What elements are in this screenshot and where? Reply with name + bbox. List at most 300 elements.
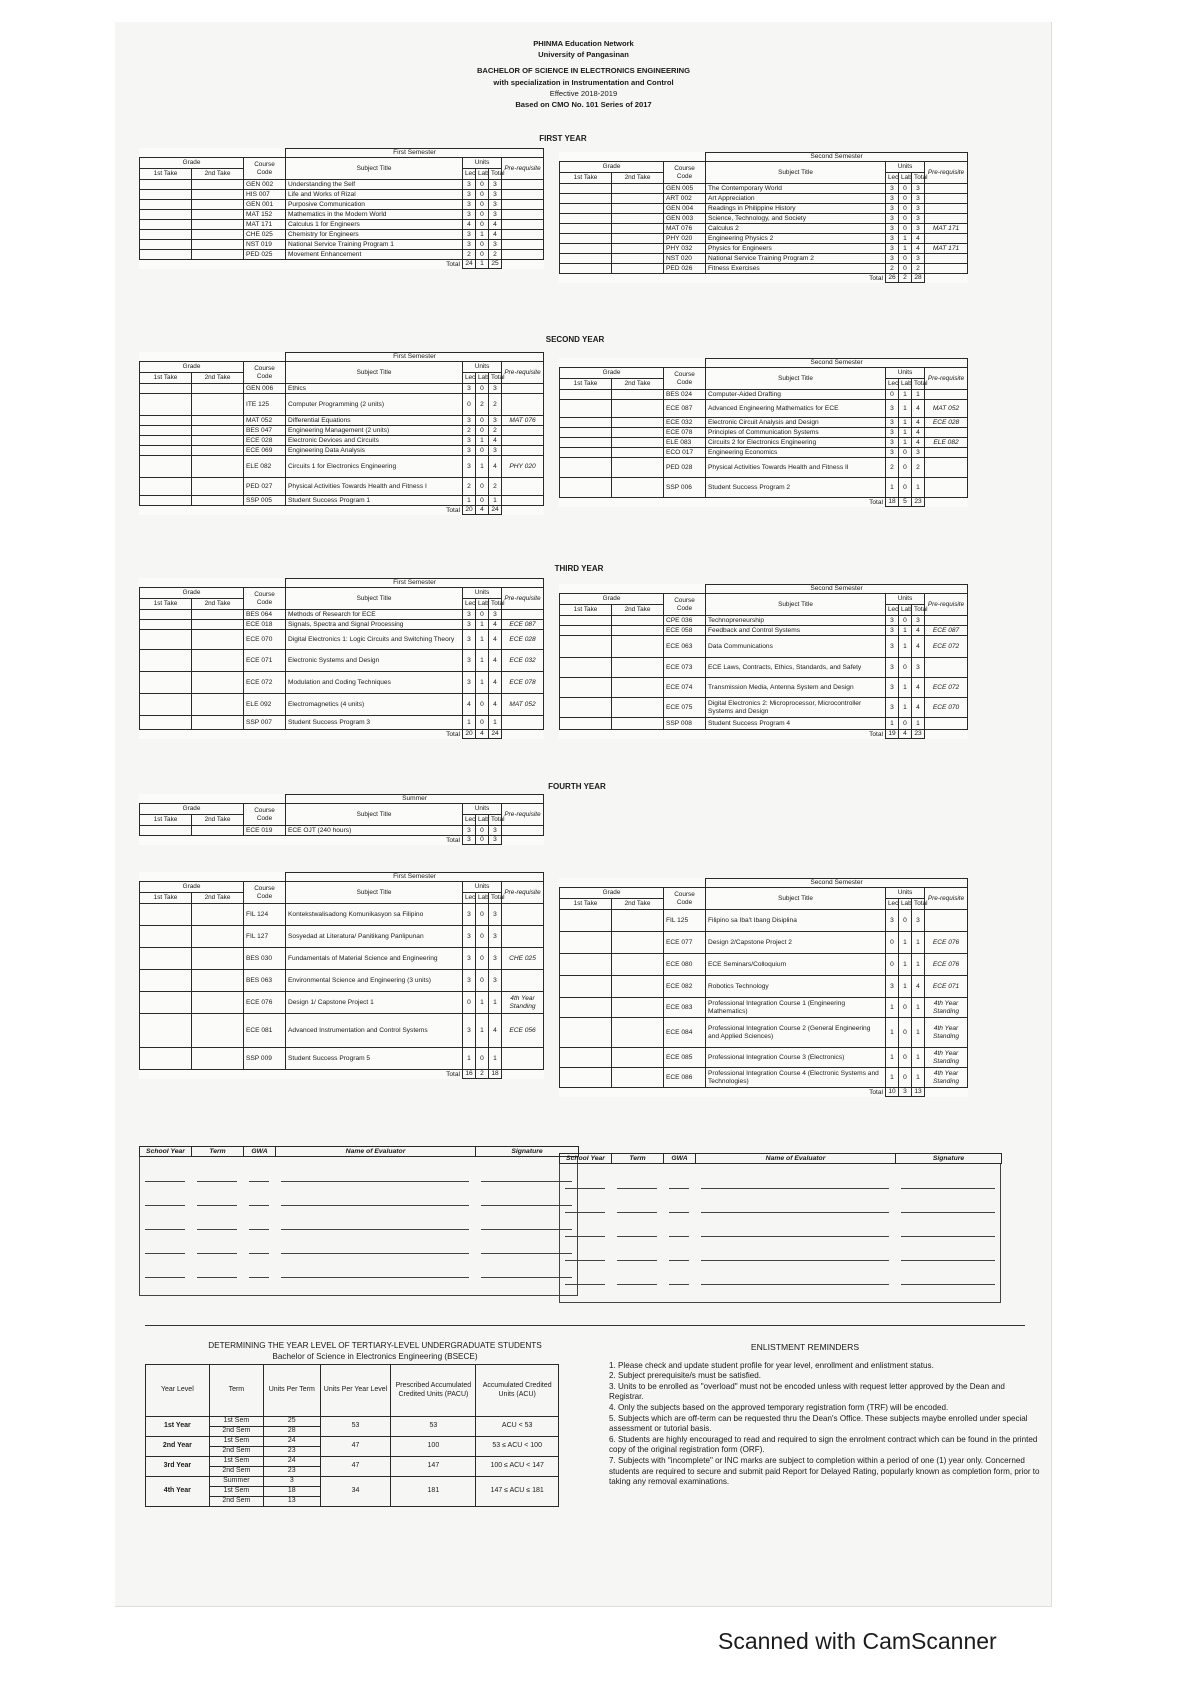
signature-line [901,1260,995,1261]
course-row [140,426,544,436]
course-code: CPE 036 [664,616,706,626]
second-take-cell [612,636,664,658]
scanned-document [115,22,1052,1607]
lec-units: 3 [886,184,899,194]
lec-units: 3 [463,610,476,620]
course-code: PHY 020 [664,234,706,244]
lab-units: 1 [899,932,912,954]
second-take-cell [192,220,244,230]
prerequisite: ECE 028 [925,418,968,428]
subject-title: Student Success Program 5 [286,1048,463,1070]
term-name: Summer [209,1477,263,1487]
course-row [560,998,968,1018]
sum-lec: 20 [463,506,476,515]
course-row [560,478,968,498]
second-take-cell [192,1014,244,1048]
blank-cell [140,730,286,739]
course-code: ECE 086 [664,1068,706,1088]
second-take-cell [192,426,244,436]
acu-header: Accumulated Credited Units (ACU) [476,1365,559,1417]
semester-row [560,585,968,594]
first-take-cell [560,400,612,418]
second-take-cell [612,1018,664,1048]
prerequisite [502,250,544,260]
camscanner-watermark: Scanned with CamScanner [718,1628,997,1654]
course-row [140,250,544,260]
subject-title: ECE Laws, Contracts, Ethics, Standards, and Safety [706,658,886,678]
second-take-cell [612,932,664,954]
year-level-table [145,1364,559,1507]
total-units: 4 [912,626,925,636]
subject-title: Computer Programming (2 units) [286,394,463,416]
signature-line [669,1284,689,1285]
course-row [560,932,968,954]
first-take-cell [560,418,612,428]
lab-units: 0 [476,926,489,948]
signature-line [565,1212,605,1213]
lab-units: 1 [476,620,489,630]
course-row [140,826,544,836]
total-units: 3 [912,616,925,626]
first-take-cell [560,698,612,718]
lec-units: 3 [886,428,899,438]
total-units: 3 [489,826,502,836]
network-name: PHINMA Education Network [533,39,634,48]
first-take-cell [560,438,612,448]
subject-title: Circuits 2 for Electronics Engineering [706,438,886,448]
units-per-year: 34 [320,1477,391,1507]
course-code: ECE 073 [664,658,706,678]
sum-lec: 20 [463,730,476,739]
signature-line [249,1205,269,1206]
first-take-header: 1st Take [560,899,612,910]
lec-units: 3 [886,194,899,204]
course-code: SSP 005 [244,496,286,506]
semester-label: First Semester [286,149,544,158]
determining-subtitle: Bachelor of Science in Electronics Engineering (BSECE) [272,1352,478,1361]
reminders-title: ENLISTMENT REMINDERS [750,1342,860,1352]
second-take-cell [612,658,664,678]
course-row [560,678,968,698]
lab-units: 0 [899,224,912,234]
blank-cell [925,274,968,283]
units-per-term: 24 [263,1457,320,1467]
first-take-header: 1st Take [140,373,192,384]
total-units: 4 [912,636,925,658]
lec-header: Lec [886,605,899,616]
total-units: 4 [489,672,502,694]
course-code: ECE 078 [664,428,706,438]
prerequisite [925,214,968,224]
first-take-cell [560,458,612,478]
second-take-cell [192,240,244,250]
first-take-cell [140,620,192,630]
course-code: BES 063 [244,970,286,992]
total-units: 4 [489,630,502,650]
course-row [560,418,968,428]
total-units: 3 [912,658,925,678]
first-take-cell [140,716,192,730]
prerequisite: ECE 078 [502,672,544,694]
subject-title: Physical Activities Towards Health and Fitness I [286,478,463,496]
signature-line [617,1236,657,1237]
first-take-cell [140,426,192,436]
total-units: 2 [489,394,502,416]
total-header: Total [489,373,502,384]
signature-line [281,1277,469,1278]
second-take-cell [612,910,664,932]
prerequisite: ECE 087 [502,620,544,630]
subject-title-header: Subject Title [286,362,463,384]
signature-line [701,1284,889,1285]
lab-units: 0 [476,416,489,426]
total-label: Total [706,498,886,507]
total-units: 3 [489,610,502,620]
subject-title: Technopreneurship [706,616,886,626]
total-units: 3 [489,970,502,992]
subject-title: Modulation and Coding Techniques [286,672,463,694]
first-take-cell [560,658,612,678]
cmo-basis: Based on CMO No. 101 Series of 2017 [515,100,652,110]
signature-line [701,1260,889,1261]
course-code: FIL 125 [664,910,706,932]
course-code-header: Course Code [664,594,706,616]
prerequisite [925,264,968,274]
course-code-header: Course Code [664,162,706,184]
blank-cell [140,506,286,515]
total-units: 4 [912,244,925,254]
y2s2-table [559,358,968,507]
second-take-cell [612,214,664,224]
grade-header: Grade [560,162,664,173]
lab-units: 0 [476,1048,489,1070]
subject-title: Art Appreciation [706,194,886,204]
units-header: Units [886,594,925,605]
course-code: GEN 002 [244,180,286,190]
lec-units: 3 [463,190,476,200]
prerequisite-header: Pre-requisite [925,162,968,184]
second-take-cell [192,394,244,416]
second-take-cell [192,384,244,394]
first-take-cell [560,254,612,264]
course-row [560,1048,968,1068]
subject-title: Environmental Science and Engineering (3 units) [286,970,463,992]
second-take-cell [612,698,664,718]
course-row [140,456,544,478]
subject-title: Electromagnetics (4 units) [286,694,463,716]
first-take-cell [140,1048,192,1070]
subject-title: Methods of Research for ECE [286,610,463,620]
prerequisite: 4th Year Standing [925,998,968,1018]
units-per-term-header: Units Per Term [263,1365,320,1417]
lec-units: 3 [886,658,899,678]
blank-cell [140,836,286,845]
lab-units: 0 [899,194,912,204]
lab-units: 0 [476,826,489,836]
signature-line [901,1188,995,1189]
course-row [140,716,544,730]
total-units: 3 [912,204,925,214]
subject-title: Physics for Engineers [706,244,886,254]
first-take-cell [140,230,192,240]
course-row [140,672,544,694]
lab-units: 1 [899,400,912,418]
semester-row [140,149,544,158]
lab-units: 0 [476,426,489,436]
lab-units: 1 [899,954,912,976]
total-units: 1 [912,954,925,976]
prerequisite-header: Pre-requisite [502,362,544,384]
lec-units: 2 [463,250,476,260]
course-code: ELE 082 [244,456,286,478]
units-per-term: 13 [263,1497,320,1507]
subject-title: National Service Training Program 2 [706,254,886,264]
first-take-cell [560,234,612,244]
lab-units: 0 [899,478,912,498]
course-code: ECE 087 [664,400,706,418]
subject-title: Data Communications [706,636,886,658]
second-take-cell [612,224,664,234]
header-row [140,362,544,373]
year-level-header [146,1365,559,1417]
signature-line [669,1188,689,1189]
course-code: PED 025 [244,250,286,260]
course-code: ECE 028 [244,436,286,446]
blank-cell [502,836,544,845]
first-take-cell [140,970,192,992]
course-code-header: Course Code [244,882,286,904]
lec-units: 3 [463,180,476,190]
first-take-header: 1st Take [140,815,192,826]
second-take-header: 2nd Take [612,379,664,390]
course-row [560,976,968,998]
first-take-cell [140,416,192,426]
course-code: NST 020 [664,254,706,264]
subject-title: Sosyedad at Literatura/ Panitikang Panlipunan [286,926,463,948]
total-units: 4 [489,620,502,630]
total-units: 2 [489,426,502,436]
prerequisite-header: Pre-requisite [925,594,968,616]
course-code: ITE 125 [244,394,286,416]
first-take-header: 1st Take [140,599,192,610]
prerequisite: ECE 028 [502,630,544,650]
prerequisite [925,718,968,730]
total-units: 4 [489,220,502,230]
reminder-item: 6. Students are highly encouraged to read and required to sign the enrolment contract which can be found in the printed copy of the original registration form (ORF). [609,1434,1038,1455]
total-row [560,498,968,507]
first-take-cell [140,200,192,210]
lab-units: 0 [476,478,489,496]
lab-units: 2 [476,394,489,416]
grade-header: Grade [560,594,664,605]
first-take-cell [140,630,192,650]
units-per-year-header: Units Per Year Level [320,1365,391,1417]
first-take-cell [560,244,612,254]
prerequisite [925,478,968,498]
document-header [115,38,1052,110]
lab-units: 0 [476,610,489,620]
total-row [560,274,968,283]
second-take-header: 2nd Take [192,893,244,904]
first-take-cell [560,998,612,1018]
first-take-cell [140,926,192,948]
subject-title: Ethics [286,384,463,394]
lab-units: 1 [476,436,489,446]
total-units: 3 [489,904,502,926]
lab-units: 0 [899,910,912,932]
semester-label: First Semester [286,873,544,882]
year-level: 1st Year [146,1417,210,1437]
course-code: FIL 124 [244,904,286,926]
course-code-header: Course Code [244,158,286,180]
first-take-cell [560,224,612,234]
lab-units: 1 [476,992,489,1014]
prerequisite: ECE 087 [925,626,968,636]
prerequisite [925,428,968,438]
sum-lab: 2 [476,1070,489,1079]
units-per-term: 25 [263,1417,320,1427]
signature-line [249,1253,269,1254]
signature-line [565,1284,605,1285]
reminder-item: 1. Please check and update student profile for year level, enrollment and enlistment status. [609,1360,934,1370]
subject-title: Digital Electronics 1: Logic Circuits and Switching Theory [286,630,463,650]
second-take-header: 2nd Take [612,899,664,910]
first-take-cell [560,626,612,636]
signature-line [617,1188,657,1189]
total-units: 1 [912,478,925,498]
signature-line [145,1205,185,1206]
total-label: Total [286,506,463,515]
course-code: ELE 083 [664,438,706,448]
reminder-item: 3. Units to be enrolled as "overload" must not be encoded unless with request letter approved by the Dean and Registrar. [609,1381,1005,1402]
course-code: MAT 171 [244,220,286,230]
second-take-cell [612,264,664,274]
semester-label: Summer [286,795,544,804]
blank-cell [140,795,286,804]
signature-line [565,1236,605,1237]
course-row [560,254,968,264]
semester-label: Second Semester [706,359,968,368]
total-label: Total [706,1088,886,1097]
total-units: 3 [489,180,502,190]
course-row [560,224,968,234]
course-row [140,190,544,200]
lec-units: 1 [463,496,476,506]
total-header: Total [912,379,925,390]
course-code: ECE 075 [664,698,706,718]
lec-units: 3 [886,910,899,932]
course-code: ECE 082 [664,976,706,998]
second-take-cell [612,438,664,448]
course-code-header: Course Code [664,888,706,910]
lab-units: 1 [899,636,912,658]
total-units: 4 [912,438,925,448]
signature-line [197,1229,237,1230]
signature-line [145,1253,185,1254]
reminder-item: 4. Only the subjects based on the approved temporary registration form (TRF) will be encoded. [609,1402,949,1412]
second-take-cell [612,678,664,698]
signature-line [197,1181,237,1182]
specialization: with specialization in Instrumentation and Control [493,77,674,87]
lec-units: 3 [463,948,476,970]
second-year-title: SECOND YEAR [545,335,605,344]
signature-line [145,1229,185,1230]
subject-title: Principles of Communication Systems [706,428,886,438]
lab-units: 0 [899,214,912,224]
second-take-cell [612,448,664,458]
first-take-cell [560,390,612,400]
units-per-term: 28 [263,1427,320,1437]
prerequisite [502,716,544,730]
second-take-header: 2nd Take [192,169,244,180]
total-label: Total [706,730,886,739]
blank-cell [925,1088,968,1097]
lab-units: 1 [899,244,912,254]
total-units: 3 [912,214,925,224]
units-header: Units [463,588,502,599]
course-row [560,204,968,214]
units-header: Units [463,158,502,169]
course-code: MAT 076 [664,224,706,234]
total-units: 4 [912,698,925,718]
subject-title: Professional Integration Course 1 (Engineering Mathematics) [706,998,886,1018]
sum-lec: 19 [886,730,899,739]
course-row [140,384,544,394]
lec-units: 3 [463,926,476,948]
course-code: GEN 003 [664,214,706,224]
evaluation-header [140,1147,579,1157]
total-row [140,730,544,739]
course-code: BES 030 [244,948,286,970]
course-code: SSP 007 [244,716,286,730]
second-take-cell [192,970,244,992]
subject-title-header: Subject Title [286,588,463,610]
second-take-cell [612,1068,664,1088]
semester-label: Second Semester [706,585,968,594]
lab-units: 1 [476,456,489,478]
course-row [140,904,544,926]
units-header: Units [463,804,502,815]
lab-units: 0 [476,948,489,970]
total-units: 2 [912,458,925,478]
determining-title-block [155,1340,595,1362]
total-units: 1 [489,716,502,730]
evaluation-border [559,1302,1001,1303]
total-label: Total [706,274,886,283]
prerequisite [502,394,544,416]
first-take-cell [140,456,192,478]
first-take-cell [560,718,612,730]
prerequisite [502,926,544,948]
second-take-cell [192,190,244,200]
first-take-cell [560,678,612,698]
signature-line [145,1181,185,1182]
year-level-row [146,1437,559,1447]
signature-line [669,1236,689,1237]
prerequisite [925,616,968,626]
evaluation-table [559,1153,1002,1164]
total-units: 3 [489,190,502,200]
total-header: Total [489,599,502,610]
course-code: ECE 074 [664,678,706,698]
second-take-cell [612,998,664,1018]
y4s2-table [559,878,968,1097]
evaluation-lines [139,1157,578,1297]
lec-units: 2 [463,478,476,496]
second-take-cell [192,716,244,730]
total-label: Total [286,836,463,845]
second-take-cell [192,210,244,220]
